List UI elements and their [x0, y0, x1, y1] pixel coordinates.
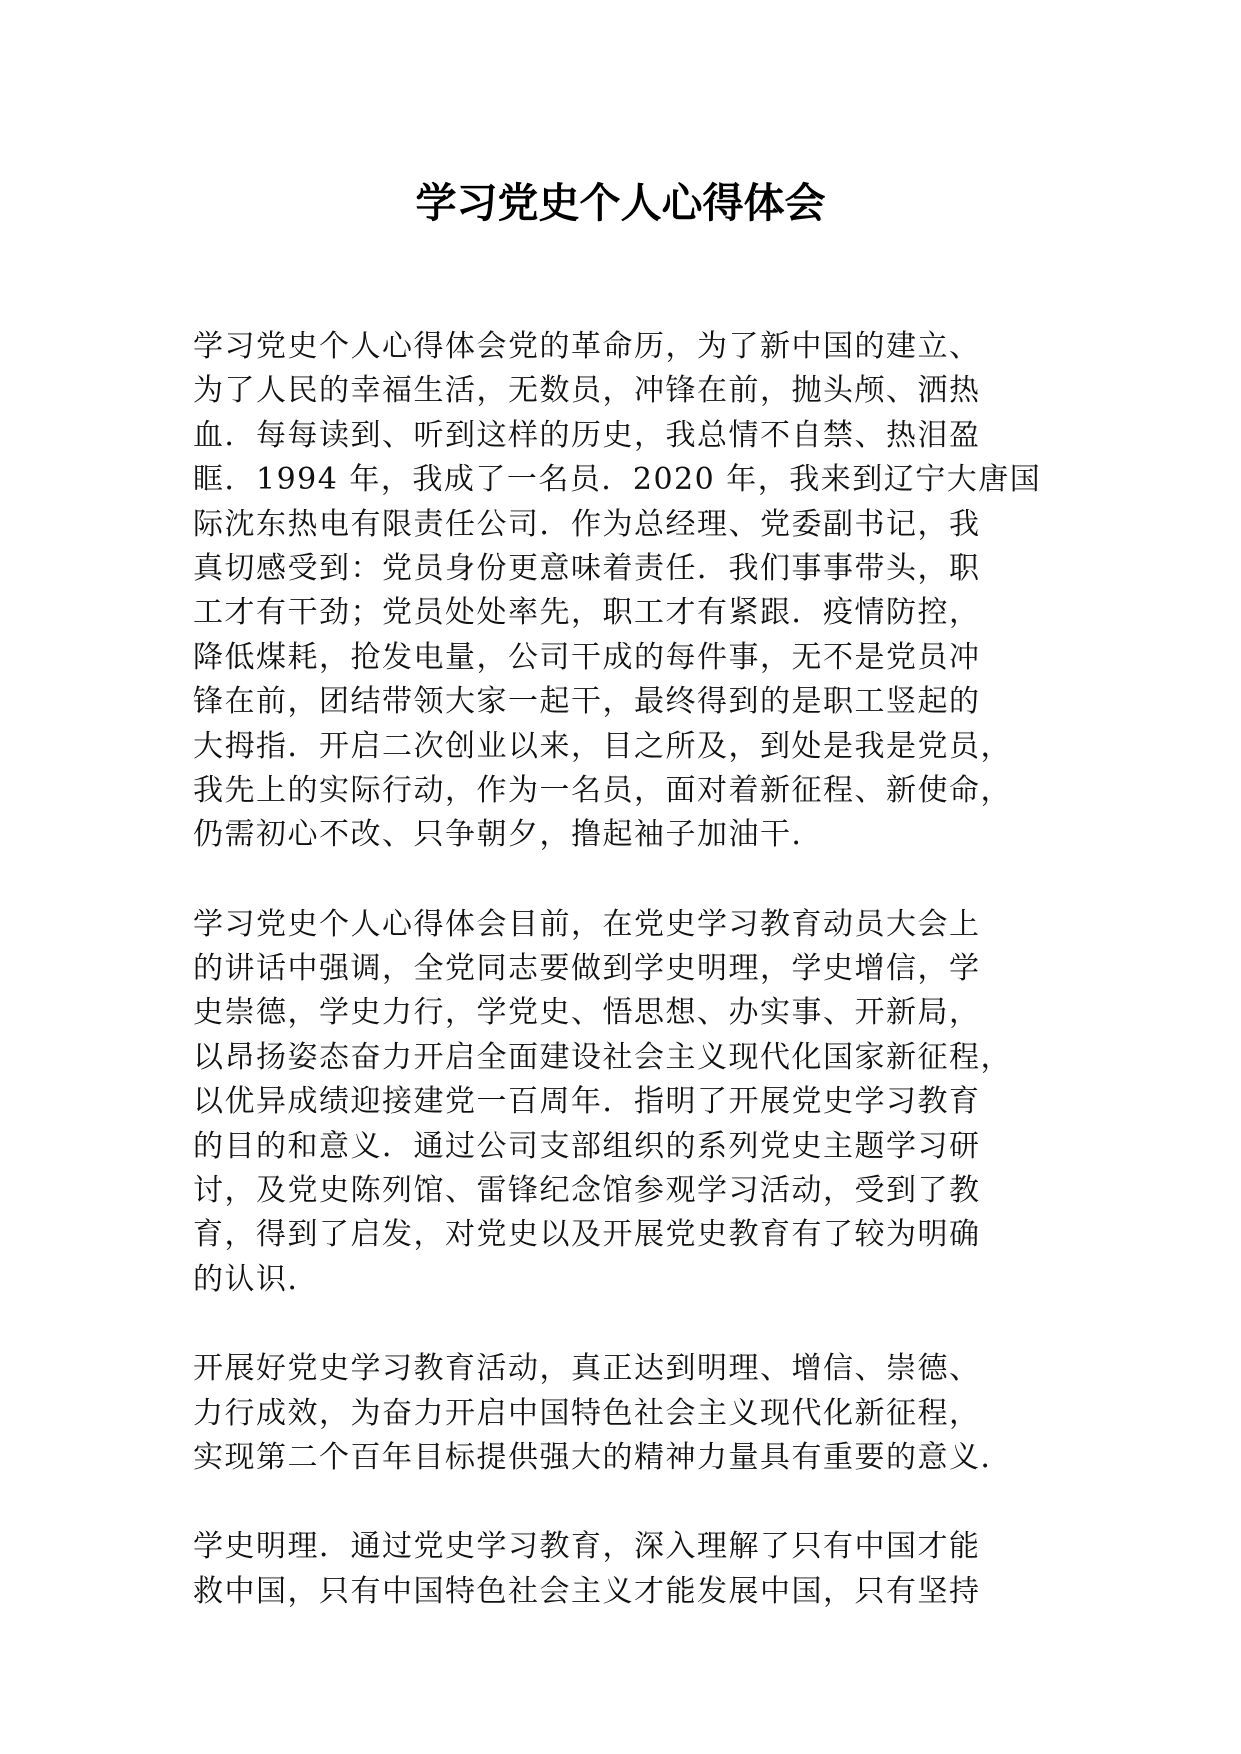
text-line: 大拇指．开启二次创业以来，目之所及，到处是我是党员，	[193, 728, 1012, 764]
text-line: 的目的和意义．通过公司支部组织的系列党史主题学习研	[193, 1128, 981, 1164]
document-body	[193, 325, 1042, 1659]
text-line: 以优异成绩迎接建党一百周年．指明了开展党史学习教育	[193, 1084, 981, 1120]
text-line: 为了人民的幸福生活，无数员，冲锋在前，抛头颅、洒热	[193, 373, 981, 409]
text-line: 学习党史个人心得体会目前，在党史学习教育动员大会上	[193, 906, 981, 942]
document-title: 学习党史个人心得体会	[415, 179, 826, 227]
text-line: 开展好党史学习教育活动，真正达到明理、增信、崇德、	[193, 1351, 981, 1387]
text-line: 际沈东热电有限责任公司．作为总经理、党委副书记，我	[193, 506, 981, 542]
text-line: 学史明理．通过党史学习教育，深入理解了只有中国才能	[193, 1529, 981, 1565]
text-line: 工才有干劲；党员处处率先，职工才有紧跟．疫情防控，	[193, 595, 981, 631]
text-line: 眶．1994 年，我成了一名员．2020 年，我来到辽宁大唐国	[193, 462, 1042, 498]
text-line: 实现第二个百年目标提供强大的精神力量具有重要的意义．	[193, 1439, 1012, 1475]
text-line: 真切感受到：党员身份更意味着责任．我们事事带头，职	[193, 550, 981, 586]
text-line: 的讲话中强调，全党同志要做到学史明理，学史增信，学	[193, 951, 981, 987]
text-line: 仍需初心不改、只争朝夕，撸起袖子加油干．	[193, 817, 823, 853]
text-line: 降低煤耗，抢发电量，公司干成的每件事，无不是党员冲	[193, 639, 981, 675]
paragraph-3	[193, 1347, 1035, 1480]
text-line: 以昂扬姿态奋力开启全面建设社会主义现代化国家新征程，	[193, 1039, 1012, 1075]
text-line: 我先上的实际行动，作为一名员，面对着新征程、新使命，	[193, 772, 1012, 808]
text-line: 血．每每读到、听到这样的历史，我总情不自禁、热泪盈	[193, 417, 981, 453]
text-line: 锋在前，团结带领大家一起干，最终得到的是职工竖起的	[193, 684, 981, 720]
paragraph-2	[193, 903, 1035, 1303]
paragraph-1	[193, 325, 1042, 858]
text-line: 学习党史个人心得体会党的革命历，为了新中国的建立、	[193, 329, 981, 364]
text-line: 育，得到了启发，对党史以及开展党史教育有了较为明确	[193, 1217, 981, 1253]
text-line: 史崇德，学史力行，学党史、悟思想、办实事、开新局，	[193, 995, 981, 1031]
text-line: 的认识．	[193, 1261, 319, 1297]
text-line: 力行成效，为奋力开启中国特色社会主义现代化新征程，	[193, 1395, 981, 1431]
text-line: 讨，及党史陈列馆、雷锋纪念馆参观学习活动，受到了教	[193, 1173, 981, 1209]
paragraph-4	[193, 1525, 1035, 1614]
text-line: 救中国，只有中国特色社会主义才能发展中国，只有坚持	[193, 1573, 981, 1609]
